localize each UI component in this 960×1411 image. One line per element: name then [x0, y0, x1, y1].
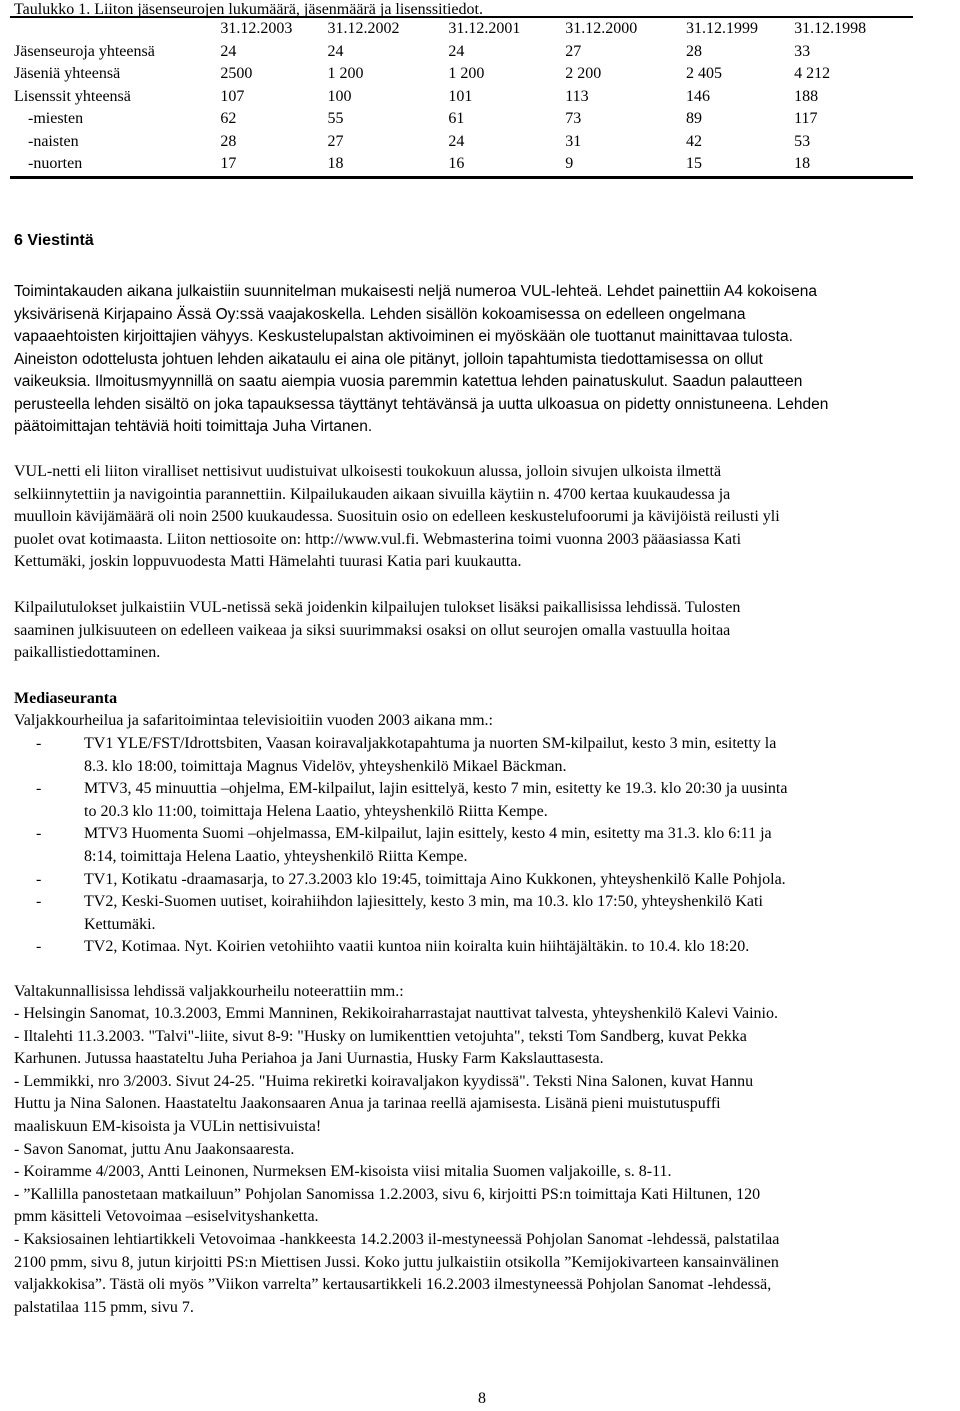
list-item-line: TV1 YLE/FST/Idrottsbiten, Vaasan koiravaljakkotapahtuma ja nuorten SM-kilpailut, kesto 3 min, esitetty la [84, 735, 777, 752]
table-cell: 53 [794, 132, 811, 150]
table-cell: 55 [327, 110, 344, 127]
text-line: perusteella lehden sisältö on joka tapauksessa täyttänyt tehtävänsä ja uutta ulkoasua on pidetty onnistuneena. Lehden [14, 395, 829, 413]
table-cell: 9 [565, 155, 574, 172]
bullet-dash: - [36, 780, 42, 798]
table-cell: 24 [327, 42, 344, 60]
paragraph-3 [14, 597, 954, 665]
table-cell: 16 [448, 155, 465, 172]
text-line: - Koiramme 4/2003, Antti Leinonen, Nurmeksen EM-kisoista viisi mitalia Suomen valjakoille, s. 8-11. [14, 1163, 672, 1181]
list-item-line: MTV3, 45 minuuttia –ohjelma, EM-kilpailut, lajin esittelyä, kesto 7 min, esitetty ke 19.3. klo 20:30 ja uusinta [84, 780, 788, 798]
table-cell: 24 [448, 42, 465, 60]
section-heading: 6 Viestintä [14, 232, 94, 249]
list-item-line: TV2, Kotimaa. Nyt. Koirien vetohiihto vaatii kuntoa niin koiralta kuin hiihtäjältäkin. to 10.4. klo 18:20. [84, 938, 750, 956]
text-line: selkiinnytettiin ja navigointia parannettiin. Kilpailukauden aikaan sivuilla käytiin n. 4700 kertaa kuukaudessa ja [14, 485, 731, 503]
header-cell: 31.12.2003 [220, 20, 293, 37]
table-header-row [10, 18, 913, 41]
table-cell: 2 200 [565, 65, 602, 82]
text-line: vaikeuksia. Ilmoitusmyynnillä on saatu aiempia vuosia paremmin katettua lehden painatuskulut. Saadun palautteen [14, 373, 803, 390]
list-item [14, 891, 954, 936]
list-item-line: to 20.3 klo 11:00, toimittaja Helena Laatio, yhteyshenkilö Riitta Kempe. [84, 802, 548, 820]
table-row [10, 108, 913, 131]
page-number: 8 [478, 1390, 486, 1407]
text-line: valjakkokisa”. Tästä oli myös ”Viikon varrelta” kertausartikkeli 16.2.2003 ilmestyneessä Pohjolan Sanomat -lehdessä, [14, 1276, 772, 1294]
header-cell: 31.12.1999 [686, 20, 758, 37]
text-line: päätoimittajan tehtäviä hoiti toimittaja Juha Virtanen. [14, 418, 373, 435]
table-row [10, 131, 913, 154]
text-line: muulloin kävijämäärä oli noin 2500 kuukaudessa. Suosituin osio on edelleen keskustelufoorumi ja kävijöistä reilusti yli [14, 508, 780, 526]
text-line: - Kaksiosainen lehtiartikkeli Vetovoimaa -hankkeesta 14.2.2003 il-mestyneessä Pohjolan Sanomat -lehdessä, palstatilaa [14, 1230, 780, 1248]
table-cell: 1 200 [327, 65, 364, 82]
media-heading: Mediaseuranta [14, 690, 118, 707]
list-item-line: TV1, Kotikatu -draamasarja, to 27.3.2003 klo 19:45, toimittaja Aino Kukkonen, yhteyshenkilö Kalle Pohjola. [84, 870, 786, 888]
header-cell: 31.12.2002 [327, 20, 400, 37]
list-item [14, 936, 954, 959]
text-line: - Iltalehti 11.3.2003. "Talvi"-liite, sivut 8-9: "Husky on lumikenttien vetojuhta", teksti Tom Sandberg, kuvat Pekka [14, 1027, 747, 1045]
list-item-line: Kettumäki. [84, 915, 156, 933]
table-cell: 101 [448, 87, 473, 105]
table-cell: 28 [220, 132, 237, 150]
text-line: - ”Kallilla panostetaan matkailuun” Pohjolan Sanomissa 1.2.2003, sivu 6, kirjoitti PS:n toimittaja Kati Hiltunen, 120 [14, 1185, 761, 1203]
table-cell: 117 [794, 110, 818, 127]
list-item [14, 733, 954, 778]
list-item [14, 869, 954, 892]
text-line: vapaaehtoisten kirjoittajien vähyys. Keskustelupalstan aktivoiminen ei myöskään ole tuottanut mainittavaa tulosta. [14, 328, 793, 345]
table-cell: 2500 [220, 65, 253, 82]
text-line: puolet ovat kotimaasta. Liiton nettiosoite on: http://www.vul.fi. Webmasterina toimi vuonna 2003 pääasiassa Kati [14, 530, 742, 548]
header-cell: 31.12.1998 [794, 20, 867, 37]
table-cell: 33 [794, 42, 811, 60]
table-cell: 15 [686, 155, 702, 172]
table-caption: Taulukko 1. Liiton jäsenseurojen lukumäärä, jäsenmäärä ja lisenssitiedot. [14, 1, 483, 18]
list-item-line: 8.3. klo 18:00, toimittaja Magnus Videlöv, yhteyshenkilö Mikael Bäckman. [84, 757, 567, 775]
text-line: Kettumäki, joskin loppuvuodesta Matti Hämelahti tuurasi Katia pari kuukautta. [14, 553, 522, 571]
table-cell: 24 [448, 132, 465, 150]
text-line: Aineiston odottelusta johtuen lehden aikataulu ei aina ole pitänyt, jolloin tapahtumista tiedottamisessa on ollut [14, 350, 763, 368]
bullet-dash: - [36, 893, 42, 911]
table-cell: 42 [686, 132, 702, 150]
header-cell: 31.12.2000 [565, 20, 638, 37]
membership-table [10, 16, 913, 179]
text-line: Kilpailutulokset julkaistiin VUL-netissä sekä joidenkin kilpailujen tulokset lisäksi paikallisissa lehdissä. Tulosten [14, 599, 741, 616]
table-cell: 28 [686, 42, 702, 60]
bullet-dash: - [36, 870, 42, 888]
table-cell: 1 200 [448, 65, 485, 82]
table-cell: 146 [686, 87, 710, 105]
press-list [14, 1003, 954, 1319]
list-item-line: TV2, Keski-Suomen uutiset, koirahiihdon lajiesittely, kesto 3 min, ma 10.3. klo 17:50, yhteyshenkilö Kati [84, 893, 763, 911]
bullet-dash: - [36, 825, 42, 843]
text-line: Karhunen. Jutussa haastateltu Juha Periahoa ja Jani Uurnastia, Husky Farm Kakslauttasesta. [14, 1050, 604, 1068]
paragraph-2 [14, 461, 954, 574]
row-label: Jäsenseuroja yhteensä [14, 42, 155, 60]
table-cell: 18 [794, 155, 811, 172]
table-cell: 107 [220, 87, 245, 105]
row-label: -nuorten [28, 155, 83, 172]
list-item [14, 778, 954, 823]
text-line: - Helsingin Sanomat, 10.3.2003, Emmi Manninen, Rekikoiraharrastajat nauttivat talvesta, yhteyshenkilö Kalevi Vainio. [14, 1005, 778, 1022]
text-line: 2100 pmm, sivu 8, jutun kirjoitti PS:n Miettisen Jussi. Koko juttu julkaistiin otsikolla ”Kemijokivarteen kansainvälinen [14, 1253, 779, 1271]
tv-list [14, 733, 954, 959]
bullet-dash: - [36, 735, 42, 752]
text-line: paikallistiedottaminen. [14, 644, 161, 662]
text-line: palstatilaa 115 pmm, sivu 7. [14, 1298, 194, 1316]
media-intro: Valjakkourheilua ja safaritoimintaa televisioitiin vuoden 2003 aikana mm.: [14, 712, 493, 729]
list-item-line: 8:14, toimittaja Helena Laatio, yhteyshenkilö Riitta Kempe. [84, 847, 468, 865]
table-cell: 61 [448, 110, 465, 127]
text-line: maaliskuun EM-kisoista ja VULin nettisivuista! [14, 1117, 322, 1135]
table-bottom-rule [10, 176, 913, 179]
row-label: Lisenssit yhteensä [14, 87, 131, 105]
press-intro: Valtakunnallisissa lehdissä valjakkourheilu noteerattiin mm.: [14, 983, 404, 1000]
table-row [10, 153, 913, 176]
table-cell: 27 [327, 132, 344, 150]
text-line: saaminen julkisuuteen on edelleen vaikeaa ja siksi suurimmaksi osaksi on ollut seurojen omalla vastuulla hoitaa [14, 621, 731, 639]
text-line: Toimintakauden aikana julkaistiin suunnitelman mukaisesti neljä numeroa VUL-lehteä. Lehdet painettiin A4 kokoisena [14, 283, 818, 300]
text-line: - Savon Sanomat, juttu Anu Jaakonsaaresta. [14, 1140, 295, 1158]
list-item [14, 823, 954, 868]
text-line: VUL-netti eli liiton viralliset nettisivut uudistuivat ulkoisesti toukokuun alussa, jolloin sivujen ulkoista ilmettä [14, 463, 722, 480]
table-row [10, 86, 913, 109]
table-cell: 31 [565, 132, 582, 150]
table-cell: 27 [565, 42, 582, 60]
text-line: pmm käsitteli Vetovoimaa –esiselvityshanketta. [14, 1208, 319, 1226]
header-cell: 31.12.2001 [448, 20, 521, 37]
header-cell [10, 18, 220, 41]
row-label: -naisten [28, 132, 79, 150]
table-cell: 113 [565, 87, 589, 105]
table-cell: 73 [565, 110, 582, 127]
table-cell: 4 212 [794, 65, 831, 82]
text-line: yksivärisenä Kirjapaino Ässä Oy:ssä vaajakoskella. Lehden sisällön kokoamisessa on edelleen ongelmana [14, 305, 746, 323]
row-label: Jäseniä yhteensä [14, 65, 121, 82]
table-cell: 100 [327, 87, 352, 105]
paragraph-1 [14, 281, 954, 439]
table-cell: 89 [686, 110, 702, 127]
text-line: - Lemmikki, nro 3/2003. Sivut 24-25. "Huima rekiretki koiravaljakon kyydissä". Teksti Nina Salonen, kuvat Hannu [14, 1072, 754, 1090]
table-cell: 17 [220, 155, 237, 172]
table-cell: 24 [220, 42, 237, 60]
bullet-dash: - [36, 938, 42, 956]
list-item-line: MTV3 Huomenta Suomi –ohjelmassa, EM-kilpailut, lajin esittely, kesto 4 min, esitetty ma 31.3. klo 6:11 ja [84, 825, 772, 843]
table-row [10, 41, 913, 64]
text-line: Huttu ja Nina Salonen. Haastateltu Jaakonsaaren Anua ja tarinaa reellä ajamisesta. Lisänä pieni muistutuspuffi [14, 1095, 721, 1113]
table-cell: 62 [220, 110, 237, 127]
row-label: -miesten [28, 110, 84, 127]
table-cell: 2 405 [686, 65, 722, 82]
stats-table [10, 18, 913, 176]
table-cell: 188 [794, 87, 819, 105]
table-row [10, 63, 913, 86]
table-cell: 18 [327, 155, 344, 172]
